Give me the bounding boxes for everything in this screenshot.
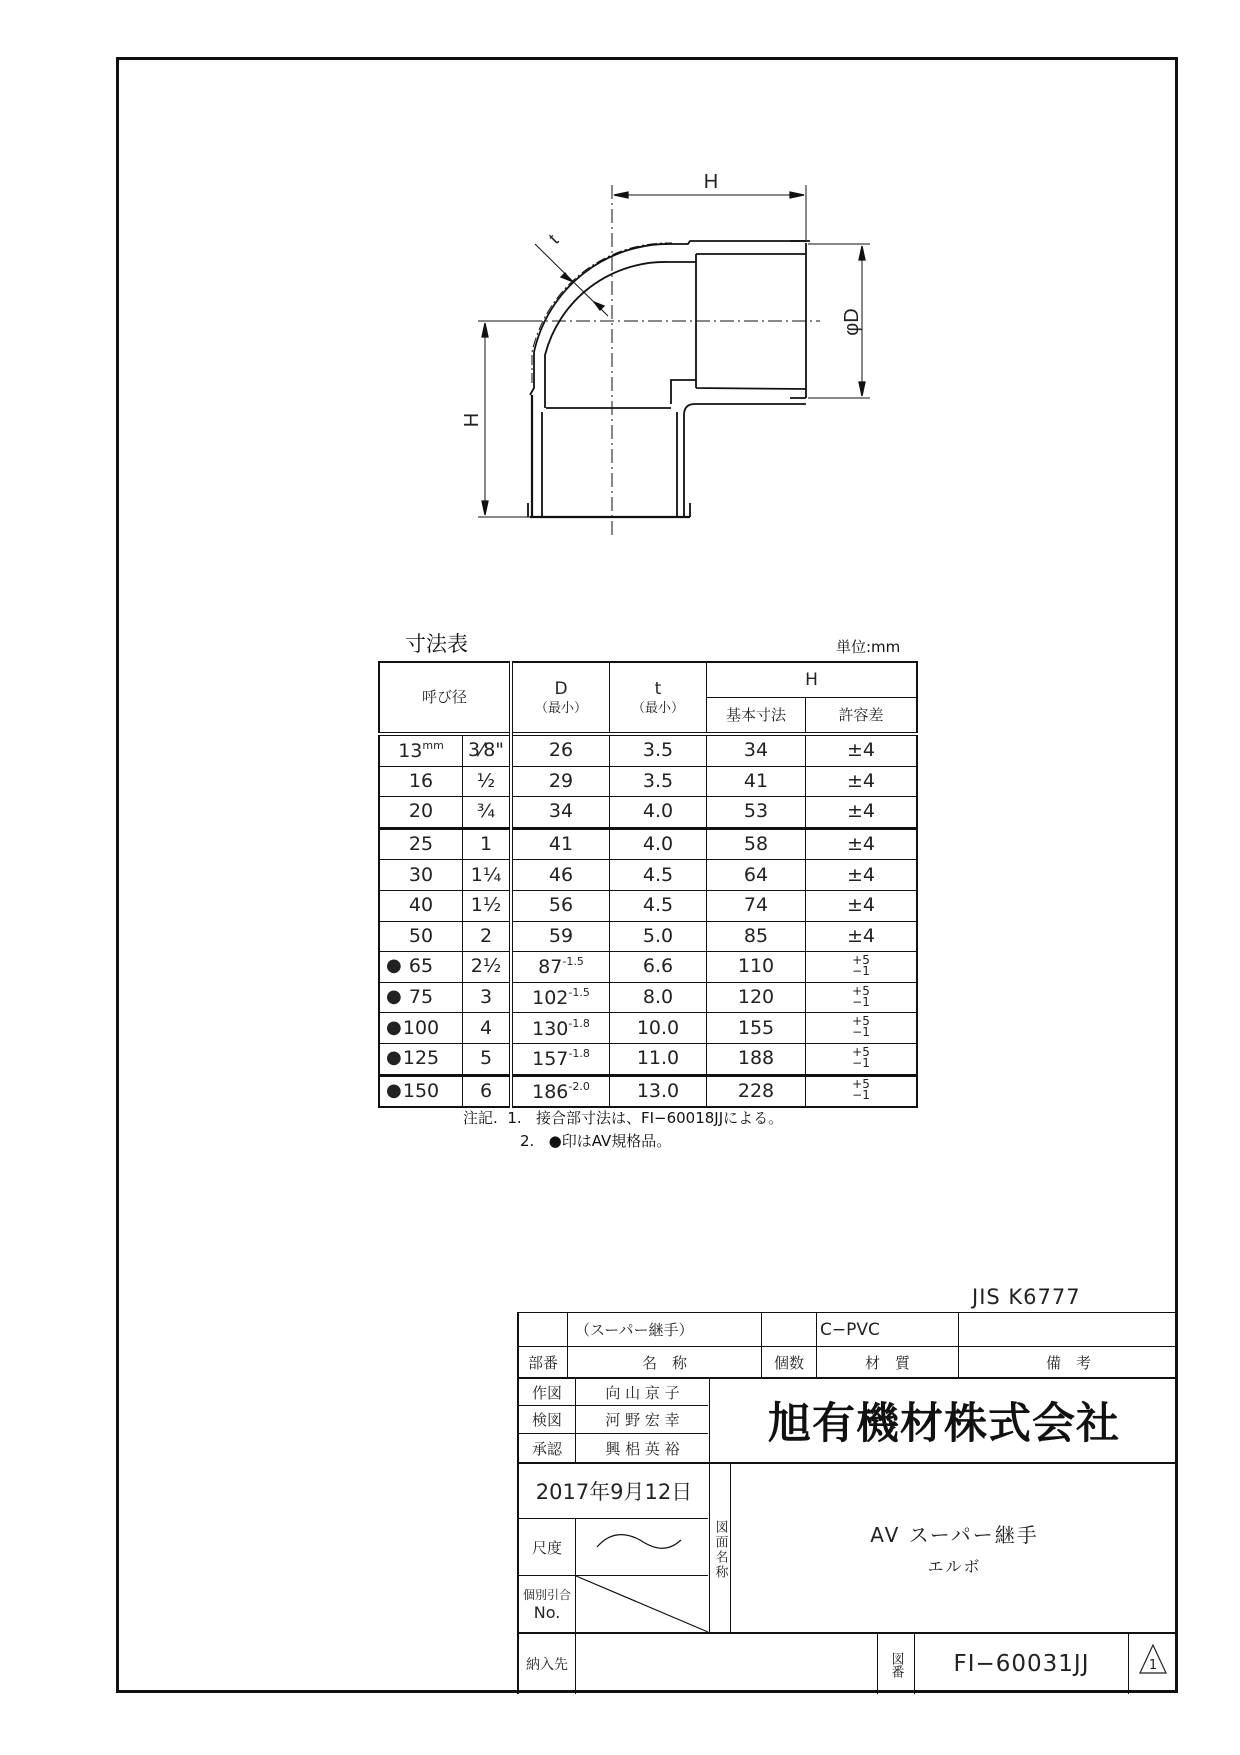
cell-d: 29	[511, 766, 610, 797]
notes-label: 注記.	[463, 1109, 498, 1127]
cell-h-basic: 74	[707, 890, 806, 921]
table-row	[379, 860, 917, 891]
cell-t: 10.0	[610, 1013, 707, 1044]
av-standard-marker: ●	[386, 955, 402, 977]
dim-label-d: φD	[841, 308, 863, 336]
cell-d: $130^{-1.8}$	[511, 1013, 610, 1044]
header-h: H	[707, 662, 918, 698]
cell-h-basic: 228	[707, 1075, 806, 1107]
remarks-label: 備 考	[1045, 1353, 1091, 1372]
cell-t: 6.6	[610, 952, 707, 983]
nominal-inch: 3⁄8"	[463, 734, 512, 766]
header-h-basic: 基本寸法	[707, 698, 806, 735]
dim-label-h-left: H	[461, 412, 483, 428]
company-name: 旭有機材株式会社	[768, 1399, 1120, 1449]
nominal-inch: 5	[463, 1043, 512, 1075]
table-row	[379, 982, 917, 1013]
cell-d: 41	[511, 828, 610, 860]
cell-t: 4.0	[610, 828, 707, 860]
nominal-mm: ● 65	[379, 952, 463, 983]
header-h-tol: 許容差	[806, 698, 918, 735]
nominal-mm: ● 100	[379, 1013, 463, 1044]
revision-number: 1	[1148, 1657, 1158, 1673]
cell-t: 13.0	[610, 1075, 707, 1107]
approval-role-draw: 作図	[531, 1383, 562, 1402]
cell-d: 26	[511, 734, 610, 766]
cell-d: 59	[511, 921, 610, 952]
cell-h-tol: ±4	[806, 890, 918, 921]
nominal-inch: 2½	[463, 952, 512, 983]
cell-h-basic: 155	[707, 1013, 806, 1044]
av-standard-marker: ●	[386, 986, 402, 1008]
qty-label: 個数	[773, 1353, 804, 1372]
table-row	[379, 734, 917, 766]
nominal-inch: 2	[463, 921, 512, 952]
individual-label: 個別引合 No.	[522, 1588, 571, 1622]
cell-d: 46	[511, 860, 610, 891]
header-d: D （最小）	[511, 662, 610, 734]
approval-role-approve: 承認	[531, 1439, 562, 1458]
cell-h-basic: 188	[707, 1043, 806, 1075]
unit-label: 単位:mm	[836, 638, 901, 656]
approval-name-draw: 向 山 京 子	[605, 1383, 680, 1402]
approval-name-approve: 興 梠 英 裕	[605, 1439, 680, 1458]
nominal-mm: 20	[379, 797, 463, 829]
table-row	[379, 921, 917, 952]
delivery-label: 納入先	[526, 1657, 568, 1673]
drawing-number: FI−60031JJ	[953, 1651, 1090, 1677]
nominal-inch: 1	[463, 828, 512, 860]
cell-t: 4.5	[610, 890, 707, 921]
material-label: 材 質	[864, 1353, 910, 1372]
nominal-inch: 6	[463, 1075, 512, 1107]
table-title: 寸法表	[405, 632, 468, 656]
nominal-inch: ½	[463, 766, 512, 797]
cell-h-basic: 53	[707, 797, 806, 829]
cell-h-basic: 85	[707, 921, 806, 952]
table-row	[379, 890, 917, 921]
nominal-mm: 50	[379, 921, 463, 952]
table-row	[379, 1075, 917, 1107]
approval-name-check: 河 野 宏 幸	[605, 1411, 680, 1429]
drawing-no-label: 図番	[888, 1652, 904, 1678]
dim-label-h-top: H	[703, 171, 719, 193]
cell-h-basic: 58	[707, 828, 806, 860]
notes: 注記. 1. 接合部寸法は、FI−60018JJによる。 2. ●印はAV規格品。	[463, 1109, 784, 1150]
note-1: 接合部寸法は、FI−60018JJによる。	[535, 1109, 784, 1127]
cell-h-tol: ±4	[806, 797, 918, 829]
nominal-inch: 1½	[463, 890, 512, 921]
approval-role-check: 検図	[531, 1411, 562, 1429]
table-row	[379, 1013, 917, 1044]
elbow-drawing	[0, 0, 1240, 600]
cell-h-tol: ±4	[806, 828, 918, 860]
nominal-mm: ● 125	[379, 1043, 463, 1075]
dim-label-t: t	[544, 230, 563, 248]
cell-h-tol: ±4	[806, 921, 918, 952]
nominal-mm: ● 75	[379, 982, 463, 1013]
nominal-inch: 1¼	[463, 860, 512, 891]
cell-t: 4.0	[610, 797, 707, 829]
nominal-mm: 25	[379, 828, 463, 860]
table-row	[379, 952, 917, 983]
cell-d: $87^{-1.5}$	[511, 952, 610, 983]
nominal-mm: ● 150	[379, 1075, 463, 1107]
header-t: t （最小）	[610, 662, 707, 734]
table-row	[379, 797, 917, 829]
part-name-value: （スーパー継手）	[575, 1321, 694, 1339]
material-value: C−PVC	[820, 1319, 880, 1340]
cell-d: 56	[511, 890, 610, 921]
nominal-mm: 16	[379, 766, 463, 797]
cell-d: 34	[511, 797, 610, 829]
cell-h-basic: 34	[707, 734, 806, 766]
cell-d: $157^{-1.8}$	[511, 1043, 610, 1075]
cell-h-tol: +5 −1	[806, 1043, 918, 1075]
jis-standard: JIS K6777	[972, 1285, 1081, 1309]
cell-h-tol: +5 −1	[806, 1075, 918, 1107]
cell-t: 8.0	[610, 982, 707, 1013]
cell-t: 4.5	[610, 860, 707, 891]
header-nominal: 呼び径	[379, 662, 511, 734]
av-standard-marker: ●	[386, 1047, 402, 1069]
cell-h-tol: ±4	[806, 766, 918, 797]
cell-h-tol: +5 −1	[806, 952, 918, 983]
drawing-name-label: 図面名称	[712, 1520, 728, 1580]
cell-d: $186^{-2.0}$	[511, 1075, 610, 1107]
cell-h-basic: 120	[707, 982, 806, 1013]
cell-t: 3.5	[610, 766, 707, 797]
nominal-mm: $13^{mm}$	[379, 734, 463, 766]
nominal-inch: ¾	[463, 797, 512, 829]
cell-h-tol: +5 −1	[806, 1013, 918, 1044]
part-no-label: 部番	[527, 1353, 558, 1372]
cell-t: 11.0	[610, 1043, 707, 1075]
date: 2017年9月12日	[535, 1480, 693, 1504]
cell-h-basic: 110	[707, 952, 806, 983]
cell-h-basic: 41	[707, 766, 806, 797]
nominal-inch: 4	[463, 1013, 512, 1044]
cell-h-tol: ±4	[806, 860, 918, 891]
cell-t: 3.5	[610, 734, 707, 766]
cell-h-tol: +5 −1	[806, 982, 918, 1013]
table-row	[379, 828, 917, 860]
drawing-name: AV スーパー継手 エルボ	[870, 1523, 1039, 1576]
note-2: ●印はAV規格品。	[548, 1132, 672, 1150]
nominal-mm: 30	[379, 860, 463, 891]
nominal-inch: 3	[463, 982, 512, 1013]
cell-t: 5.0	[610, 921, 707, 952]
cell-d: $102^{-1.5}$	[511, 982, 610, 1013]
av-standard-marker: ●	[386, 1079, 402, 1101]
nominal-mm: 40	[379, 890, 463, 921]
scale-label: 尺度	[531, 1538, 562, 1557]
table-row	[379, 1043, 917, 1075]
cell-h-basic: 64	[707, 860, 806, 891]
name-label: 名 称	[641, 1353, 687, 1372]
table-row	[379, 766, 917, 797]
av-standard-marker: ●	[386, 1016, 402, 1038]
cell-h-tol: ±4	[806, 734, 918, 766]
dimension-table	[378, 661, 918, 1108]
